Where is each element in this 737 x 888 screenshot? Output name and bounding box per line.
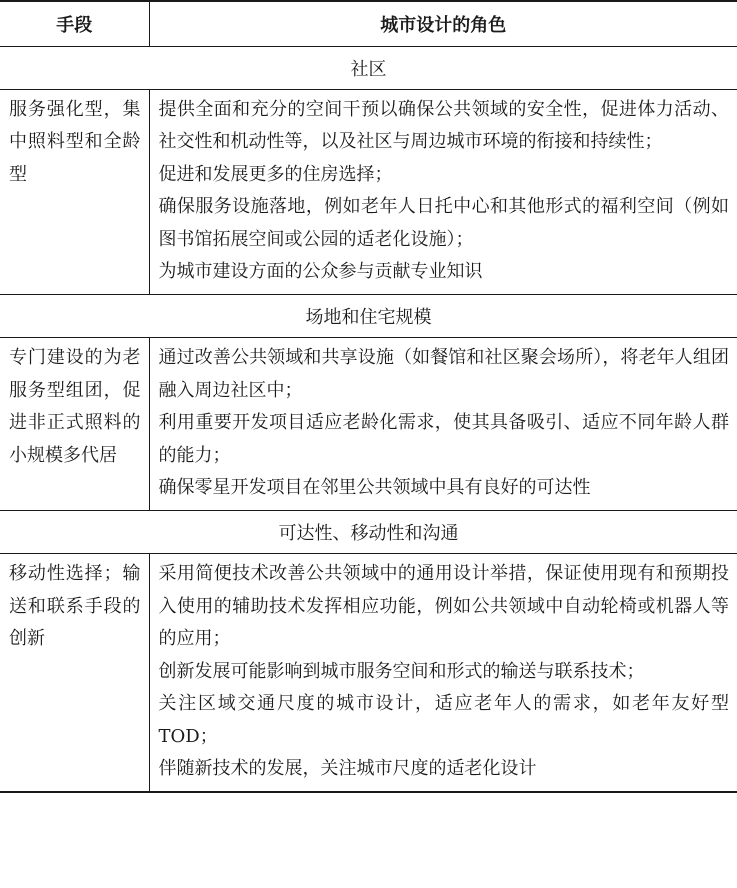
section-title: 社区	[0, 47, 737, 90]
role-item: 利用重要开发项目适应老龄化需求，使其具备吸引、适应不同年龄人群的能力；	[158, 412, 729, 466]
section-row-accessibility	[0, 511, 737, 554]
role-item: 为城市建设方面的公众参与贡献专业知识	[158, 261, 483, 283]
role-item: 创新发展可能影响到城市服务空间和形式的输送与联系技术；	[158, 660, 645, 682]
role-item: 伴随新技术的发展，关注城市尺度的适老化设计	[158, 757, 537, 779]
section-row-site-housing	[0, 295, 737, 338]
role-item: 确保服务设施落地，例如老年人日托中心和其他形式的福利空间（例如图书馆拓展空间或公园的适老化设施）；	[158, 196, 729, 250]
table-row	[0, 338, 737, 511]
header-role: 城市设计的角色	[149, 1, 737, 47]
means-cell: 服务强化型，集中照料型和全龄型	[0, 90, 149, 295]
role-cell	[149, 90, 737, 295]
section-title: 可达性、移动性和沟通	[0, 511, 737, 554]
section-row-community	[0, 47, 737, 90]
section-title: 场地和住宅规模	[0, 295, 737, 338]
header-row	[0, 1, 737, 47]
table-row	[0, 90, 737, 295]
table-row	[0, 554, 737, 792]
header-means: 手段	[0, 1, 149, 47]
role-cell	[149, 338, 737, 511]
role-item: 通过改善公共领域和共享设施（如餐馆和社区聚会场所），将老年人组团融入周边社区中；	[158, 347, 729, 401]
role-item: 关注区域交通尺度的城市设计，适应老年人的需求，如老年友好型 TOD；	[158, 693, 729, 747]
role-item: 提供全面和充分的空间干预以确保公共领域的安全性，促进体力活动、社交性和机动性等，以及社区与周边城市环境的衔接和持续性；	[158, 99, 729, 153]
role-item: 确保零星开发项目在邻里公共领域中具有良好的可达性	[158, 477, 591, 499]
role-item: 采用简便技术改善公共领域中的通用设计举措，保证使用现有和预期投入使用的辅助技术发挥相应功能，例如公共领域中自动轮椅或机器人等的应用；	[158, 563, 729, 650]
means-cell: 移动性选择；输送和联系手段的创新	[0, 554, 149, 792]
role-item: 促进和发展更多的住房选择；	[158, 163, 393, 185]
means-cell: 专门建设的为老服务型组团，促进非正式照料的小规模多代居	[0, 338, 149, 511]
role-cell	[149, 554, 737, 792]
